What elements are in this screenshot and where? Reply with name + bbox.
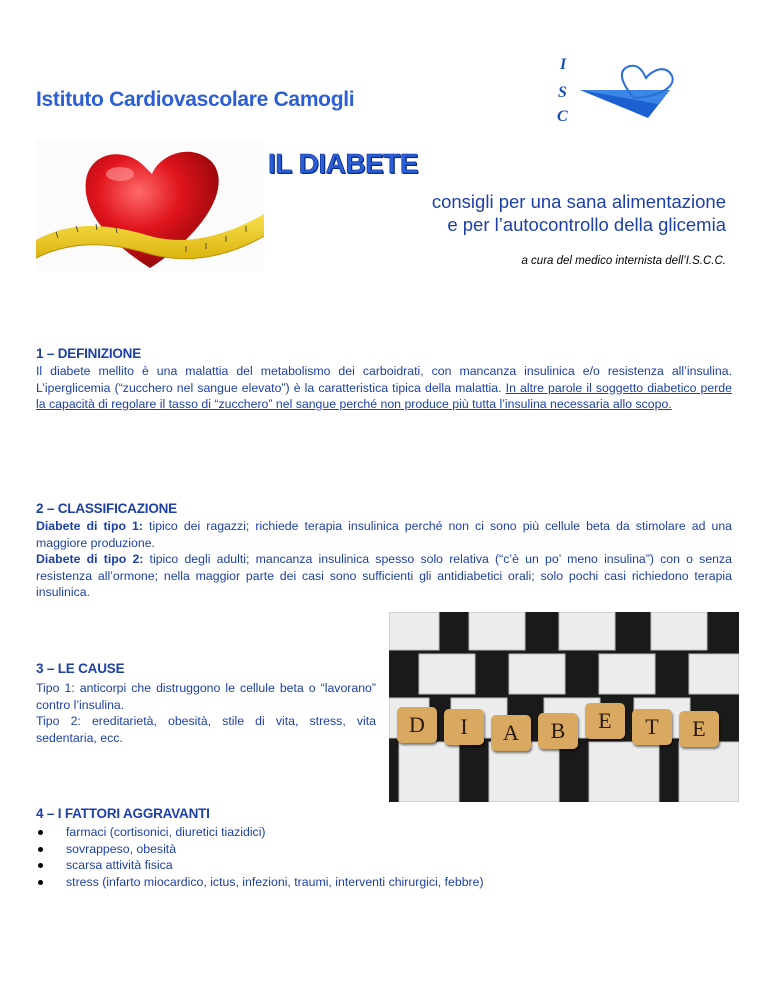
bullet-icon (38, 880, 43, 885)
type1-label: Diabete di tipo 1: (36, 519, 143, 533)
section-2-title: 2 – CLASSIFICAZIONE (36, 501, 177, 516)
byline: a cura del medico internista dell’I.S.C.C. (521, 255, 726, 267)
list-item (36, 857, 636, 874)
type2-text: tipico degli adulti; mancanza insulinica spesso solo relativa (“c’è un po’ meno insulina”) con o senza resistenza all’ormone; nella maggior parte dei casi sono sufficienti gli antidiabetici orali; solo pochi casi richiedono terapia insulinica. (36, 552, 732, 599)
letter-tile: D (397, 707, 437, 743)
subtitle-line-2: e per l’autocontrollo della glicemia (447, 214, 726, 235)
section-1-title: 1 – DEFINIZIONE (36, 346, 142, 361)
document-title: IL DIABETE (268, 148, 419, 179)
institute-name: Istituto Cardiovascolare Camogli (36, 88, 355, 111)
list-item-text: stress (infarto miocardico, ictus, infezioni, traumi, interventi chirurgici, febbre) (66, 874, 484, 889)
aggravating-factors-list (36, 824, 636, 890)
section-1-underlined-text: In altre parole il soggetto diabetico perde la capacità di regolare il tasso di “zucchero” nel sangue perché non produce più tutta l’insulina necessaria allo scopo. (36, 380, 732, 411)
list-item-text: farmaci (cortisonici, diuretici tiazidici) (66, 825, 266, 839)
letter-tile: B (538, 713, 578, 749)
type2-label: Diabete di tipo 2: (36, 552, 144, 566)
section-1-body (36, 363, 732, 413)
letter-tile: T (632, 709, 672, 745)
bullet-icon (38, 847, 43, 852)
isc-logo (530, 48, 722, 140)
bullet-icon (38, 830, 43, 835)
list-item-text: scarsa attività fisica (66, 858, 173, 872)
subtitle (432, 190, 726, 236)
subtitle-line-1: consigli per una sana alimentazione (431, 191, 726, 212)
list-item (36, 874, 636, 891)
logo-letter-s: S (558, 84, 567, 101)
diabete-letter-tiles (397, 707, 733, 749)
section-3-body (36, 680, 376, 746)
section-4-title: 4 – I FATTORI AGGRAVANTI (36, 806, 210, 821)
type1-text: tipico dei ragazzi; richiede terapia insulinica perché non ci sono più cellule beta da stimolare ad una maggiore produzione. (36, 519, 732, 550)
causes-type2: Tipo 2: ereditarietà, obesità, stile di vita, stress, vita sedentaria, ecc. (36, 714, 376, 745)
logo-letter-i: I (560, 56, 567, 73)
section-1-text: Il diabete mellito è una malattia del metabolismo dei carboidrati, con mancanza insulinica e/o resistenza all’insulina. L’iperglicemia (“zucchero nel sangue elevato”) è la caratteristica tipica della malattia. (36, 364, 732, 395)
list-item (36, 841, 636, 858)
list-item-text: sovrappeso, obesità (66, 841, 177, 856)
letter-tile: E (679, 711, 719, 747)
list-item (36, 824, 636, 841)
section-2-body (36, 518, 732, 601)
heart-tape-image (36, 140, 264, 272)
letter-tile: A (491, 715, 531, 751)
logo-letter-c: C (557, 108, 568, 125)
section-3-title: 3 – LE CAUSE (36, 661, 125, 676)
type2-paragraph (36, 551, 732, 601)
letter-tile: I (444, 709, 484, 745)
sugar-cubes-image (389, 612, 739, 802)
type1-paragraph (36, 518, 732, 551)
causes-type1: Tipo 1: anticorpi che distruggono le cellule beta o “lavorano” contro l’insulina. (36, 681, 376, 712)
letter-tile: E (585, 703, 625, 739)
bullet-icon (38, 863, 43, 868)
